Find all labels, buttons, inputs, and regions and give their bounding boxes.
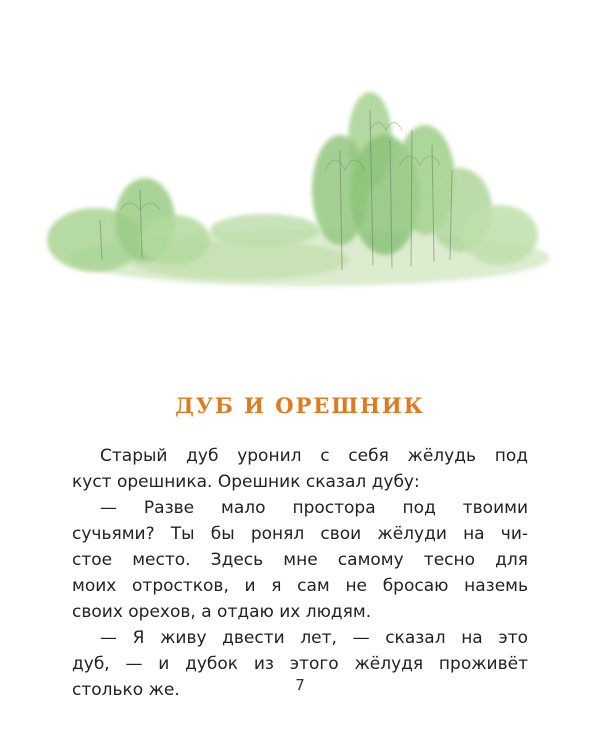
text-line: моих отростков, и я сам не бросаю наземь <box>72 576 528 596</box>
page-number: 7 <box>295 676 305 694</box>
text-line: — Разве мало простора под твоими <box>100 498 528 518</box>
text-line: Старый дуб уронил с себя жёлудь под <box>100 446 528 466</box>
text-line: стое место. Здесь мне самому тесно для <box>72 550 528 570</box>
text-line: столько же. <box>72 680 180 700</box>
paragraph <box>72 495 528 625</box>
text-line: сучьями? Ты бы ронял свои жёлуди на чи- <box>72 524 528 544</box>
forest-illustration <box>40 70 570 300</box>
story-title: ДУБ И ОРЕШНИК <box>175 393 425 418</box>
text-line: куст орешника. Орешник сказал дубу: <box>72 472 420 492</box>
paragraph <box>72 443 528 495</box>
text-line: — Я живу двести лет, — сказал на это <box>100 628 528 648</box>
text-line: своих орехов, а отдаю их людям. <box>72 602 372 622</box>
text-line: дуб, — и дубок из этого жёлудя проживёт <box>72 654 528 674</box>
story-text <box>72 443 528 703</box>
